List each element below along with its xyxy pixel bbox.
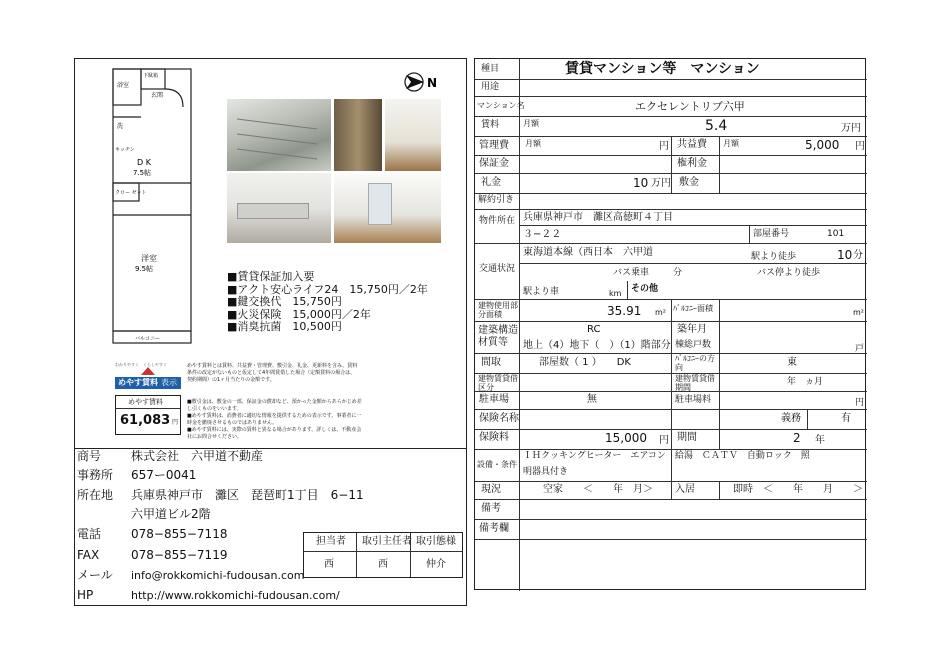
line-value: 東海道本線（西日本 六甲道 bbox=[523, 247, 653, 258]
badge-text: めやす賃料 bbox=[118, 378, 158, 387]
staff-table bbox=[303, 532, 463, 578]
trade-label: 商号 bbox=[77, 449, 102, 463]
fp-balcony: バルコニー bbox=[135, 336, 161, 342]
fp-getabako: 下駄箱 bbox=[143, 73, 159, 79]
conditions bbox=[227, 271, 428, 334]
hp-label: HP bbox=[77, 588, 94, 602]
parking-fee-unit: 円 bbox=[855, 398, 865, 408]
layout-value: 部屋数（ 1 ） DK bbox=[539, 357, 631, 368]
trade-value: 株式会社 六甲道不動産 bbox=[131, 449, 264, 463]
common-value: 5,000 bbox=[805, 138, 840, 152]
mgmt-unit: 円 bbox=[659, 141, 669, 152]
remarks2-label: 備考欄 bbox=[479, 523, 509, 534]
dir-value: 東 bbox=[787, 357, 797, 368]
fp-kitchen: キッチン bbox=[115, 147, 135, 153]
room-no-label: 部屋番号 bbox=[753, 229, 790, 239]
conditions-item: ■消臭抗菌 10,500円 bbox=[227, 320, 342, 333]
remarks-label: 備考 bbox=[481, 503, 501, 514]
bus-walk: バス停より徒歩 bbox=[757, 268, 821, 278]
duty-value: 有 bbox=[841, 413, 851, 424]
equip-label: 設備・条件 bbox=[477, 460, 517, 469]
note: ■めやす賃料は、消費者に適切な情報を提供するための表示です。事業者に一時金を撤廃させるものではありません。 bbox=[187, 413, 362, 426]
parking-label: 駐車場 bbox=[479, 394, 509, 405]
staff-value: 西 bbox=[378, 559, 388, 570]
meyasu-value: 61,083 bbox=[120, 413, 171, 428]
floor-plan bbox=[95, 65, 205, 345]
fp-entrance: 玄関 bbox=[151, 92, 164, 99]
layout-label: 間取 bbox=[481, 357, 501, 368]
type-value: 賃貸マンション等 マンション bbox=[565, 61, 760, 77]
key-value: 10 bbox=[633, 176, 649, 190]
photo-hallway bbox=[334, 99, 382, 171]
hp-value[interactable]: http://www.rokkomichi-fudousan.com/ bbox=[131, 589, 340, 602]
common-unit: 円 bbox=[855, 141, 865, 152]
age-label: 築年月 bbox=[677, 324, 707, 335]
units-label: 棟総戸数 bbox=[675, 340, 712, 350]
loc-label: 物件所在 bbox=[479, 216, 516, 226]
use-label: 用途 bbox=[481, 82, 500, 92]
loc-value2: ３−２２ bbox=[523, 229, 562, 240]
fp-washer: 洗 bbox=[117, 123, 124, 130]
mail-label: メール bbox=[77, 568, 113, 582]
ins-fee-label: 保険料 bbox=[479, 432, 509, 443]
area-label: 建物使用部分面積 bbox=[478, 301, 518, 319]
meyasu-unit: 円 bbox=[172, 419, 179, 426]
compass-icon bbox=[403, 71, 437, 93]
photo-room bbox=[385, 99, 441, 171]
fax-label: FAX bbox=[77, 548, 100, 562]
staff-header: 担当者 bbox=[316, 536, 346, 547]
mgmt-prefix: 月額 bbox=[525, 139, 541, 148]
lease-type-label: 建物賃貸借区分 bbox=[478, 374, 518, 392]
struct-value: RC bbox=[587, 324, 601, 335]
address-value2: 六甲道ビル2階 bbox=[131, 507, 211, 521]
meyasu-notice: めやす賃料とは賃料、共益費・管理費、敷引金、礼金、更新料を含み、賃料条件の改定がないものと仮定して4年間賃借した場合（定額賃料の場合は、契約期間）の1ヶ月当たりの金額です。 bbox=[187, 363, 358, 383]
move-value: 即時 ＜ 年 月 ＞ bbox=[733, 484, 863, 495]
loc-value: 兵庫県神戸市 灘区高徳町４丁目 bbox=[523, 212, 673, 223]
meyasu-box bbox=[115, 395, 181, 435]
mgmt-label: 管理費 bbox=[479, 140, 509, 151]
ins-fee-unit: 円 bbox=[659, 435, 669, 446]
mail-value[interactable]: info@rokkomichi-fudousan.com bbox=[131, 569, 305, 582]
status-value: 空家 ＜ 年 月＞ bbox=[543, 484, 653, 495]
meyasu-notes bbox=[187, 399, 363, 441]
badge-top: わかりやすく くらしやすく bbox=[115, 362, 167, 367]
staff-value: 仲介 bbox=[426, 559, 446, 570]
fp-western: 洋室 bbox=[141, 254, 157, 263]
note: ■敷引金は、敷金の一部、保証金の償却など、預かった金額からあらかじめ差し引くものをいいます。 bbox=[187, 399, 362, 412]
badge-suffix: 表示 bbox=[161, 378, 177, 387]
fp-dk: D K bbox=[137, 158, 151, 167]
period-label: 期間 bbox=[677, 432, 697, 443]
bus-label: バス乗車 bbox=[613, 268, 650, 278]
duty-label: 義務 bbox=[781, 413, 801, 424]
company-block bbox=[74, 448, 467, 606]
common-label: 共益費 bbox=[677, 139, 707, 150]
common-prefix: 月額 bbox=[723, 139, 739, 148]
rent-value: 5.4 bbox=[705, 118, 728, 134]
walk-label: 駅より徒歩 bbox=[751, 252, 797, 262]
dir-label: ﾊﾞﾙｺﾆｰの方向 bbox=[675, 354, 715, 372]
left-panel bbox=[74, 58, 467, 449]
staff-value: 西 bbox=[324, 559, 334, 570]
meyasu-label: めやす賃料 bbox=[128, 398, 163, 406]
conditions-item: ■鍵交換代 15,750円 bbox=[227, 295, 342, 308]
period-unit: 年 bbox=[815, 435, 825, 446]
house-icon bbox=[141, 367, 155, 375]
fp-bath: 浴室 bbox=[117, 82, 130, 89]
station-car: 駅より車 bbox=[523, 287, 560, 297]
fax-value: 078−855−7119 bbox=[131, 548, 228, 562]
key-label: 礼金 bbox=[481, 177, 501, 188]
other-label: その他 bbox=[631, 284, 659, 294]
floors-text: 地上（4）地下（ ）（1）階部分 bbox=[523, 340, 671, 351]
shikibiki-label: 解約引き bbox=[478, 195, 515, 205]
conditions-item: ■アクト安心ライフ24 15,750円／2年 bbox=[227, 282, 428, 296]
fp-closet: クロー ゼット bbox=[115, 190, 147, 196]
type-label: 種目 bbox=[481, 64, 500, 74]
address-label: 所在地 bbox=[77, 488, 114, 502]
equip-value2: 明器具付き bbox=[523, 467, 569, 477]
balcony-label: ﾊﾞﾙｺﾆｰ面積 bbox=[673, 304, 713, 313]
compass-letter: N bbox=[427, 76, 437, 90]
units-unit: 戸 bbox=[855, 344, 865, 354]
walk-value: 10 bbox=[837, 248, 853, 262]
staff-header: 取引態様 bbox=[416, 536, 456, 547]
note: ■めやす賃料には、実際の賃料と異なる場合があります。詳しくは、不動産会社にお問合せください。 bbox=[187, 427, 362, 440]
area-value: 35.91 bbox=[607, 304, 642, 318]
property-sheet bbox=[474, 58, 866, 590]
bus-min: 分 bbox=[673, 268, 683, 278]
fp-dk-size: 7.5帖 bbox=[133, 169, 152, 177]
balcony-unit: m² bbox=[853, 308, 864, 317]
walk-unit: 分 bbox=[853, 250, 863, 261]
traffic-label: 交通状況 bbox=[479, 264, 516, 274]
parking-value: 無 bbox=[587, 394, 597, 405]
photo-exterior bbox=[227, 99, 331, 171]
address-value: 兵庫県神戸市 灘区 琵琶町1丁目 6−11 bbox=[131, 488, 364, 502]
rent-unit: 万円 bbox=[841, 123, 861, 134]
lease-period-value: 年 ヵ月 bbox=[787, 377, 824, 387]
km: km bbox=[609, 289, 622, 298]
fp-western-size: 9.5帖 bbox=[135, 265, 154, 273]
struct-label: 建築構造材質等 bbox=[478, 325, 518, 348]
move-label: 入居 bbox=[675, 484, 695, 495]
ins-name-label: 保険名称 bbox=[479, 413, 519, 424]
area-unit: m² bbox=[655, 308, 666, 317]
room-no-value: 101 bbox=[827, 229, 845, 239]
photo-living bbox=[334, 173, 441, 243]
period-value: 2 bbox=[793, 431, 801, 445]
key-unit: 万円 bbox=[651, 178, 671, 189]
lease-period-label: 建物賃貸借期間 bbox=[675, 374, 715, 392]
conditions-item: ■火災保険 15,000円／2年 bbox=[227, 307, 371, 321]
ins-fee-value: 15,000 bbox=[605, 431, 647, 445]
office-label: 事務所 bbox=[77, 468, 114, 482]
rent-prefix: 月額 bbox=[523, 119, 539, 128]
office-value: 657ー0041 bbox=[131, 468, 197, 482]
status-label: 現況 bbox=[481, 484, 501, 495]
tel-value: 078−855−7118 bbox=[131, 527, 228, 541]
meyasu-badge bbox=[115, 363, 181, 393]
equip-value: ＩＨクッキングヒーター エアコン 給湯 ＣＡＴＶ 自動ロック 照 bbox=[523, 451, 810, 461]
name-value: エクセレントリブ六甲 bbox=[635, 100, 745, 113]
conditions-title: ■賃貸保証加入要 bbox=[227, 270, 315, 283]
rent-label: 賃料 bbox=[481, 120, 500, 130]
rights-label: 権利金 bbox=[677, 158, 707, 169]
shiki-label: 敷金 bbox=[679, 177, 699, 188]
deposit-label: 保証金 bbox=[479, 158, 509, 169]
parking-fee-label: 駐車場料 bbox=[675, 395, 712, 405]
photo-kitchen bbox=[227, 173, 331, 243]
staff-header: 取引主任者 bbox=[362, 536, 412, 547]
name-label: マンション名 bbox=[477, 101, 525, 110]
tel-label: 電話 bbox=[77, 527, 102, 541]
